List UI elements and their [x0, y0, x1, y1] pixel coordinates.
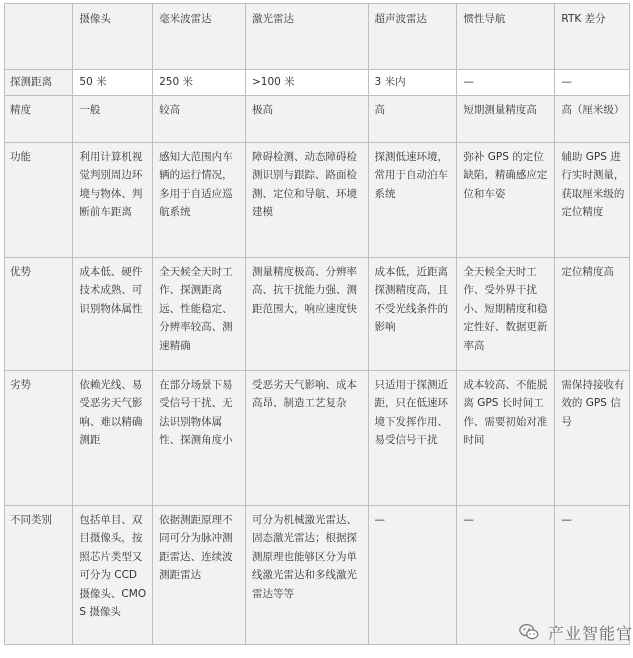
table-cell: 感知大范围内车辆的运行情况，多用于自适应巡航系统: [153, 142, 246, 257]
table-cell: 辅助 GPS 进行实时测量，获取厘米级的定位精度: [555, 142, 630, 257]
table-cell: 包括单目、双目摄像头，按照芯片类型又可分为 CCD 摄像头、CMOS 摄像头: [73, 505, 153, 644]
header-cell-camera: 摄像头: [73, 4, 153, 70]
table-cell: 只适用于探测近距，只在低速环境下发挥作用、易受信号干扰: [368, 370, 457, 505]
table-cell: 弥补 GPS 的定位缺陷，精确感应定位和车姿: [457, 142, 555, 257]
header-cell-ultrasonic-radar: 超声波雷达: [368, 4, 457, 70]
watermark: [518, 616, 633, 648]
table-row: [5, 142, 630, 257]
wechat-icon: [518, 621, 540, 643]
table-cell: 依赖光线、易受恶劣天气影响、难以精确测距: [73, 370, 153, 505]
table-cell: 在部分场景下易受信号干扰、无法识别物体属性、探测角度小: [153, 370, 246, 505]
table-cell: >100 米: [246, 70, 369, 96]
table-cell: 250 米: [153, 70, 246, 96]
table-cell: 高: [368, 95, 457, 142]
table-cell: 定位精度高: [555, 257, 630, 370]
table-cell: 较高: [153, 95, 246, 142]
table-cell: 测量精度极高、分辨率高、抗干扰能力强、测距范围大，响应速度快: [246, 257, 369, 370]
comparison-table: [4, 3, 630, 645]
table-cell: 依据测距原理不同可分为脉冲测距雷达、连续波测距雷达: [153, 505, 246, 644]
table-cell: 3 米内: [368, 70, 457, 96]
table-cell: 成本低，近距离探测精度高，且不受光线条件的影响: [368, 257, 457, 370]
header-cell-inertial-navigation: 惯性导航: [457, 4, 555, 70]
watermark-text: 产业智能官: [548, 623, 633, 643]
table-cell: 可分为机械激光雷达、固态激光雷达；根据探测原理也能够区分为单线激光雷达和多线激光雷达等等: [246, 505, 369, 644]
table-cell: 极高: [246, 95, 369, 142]
table-row: [5, 257, 630, 370]
table-row: [5, 95, 630, 142]
table-row: [5, 70, 630, 96]
row-label: 探测距离: [5, 70, 73, 96]
table-cell: —: [457, 505, 555, 644]
header-cell-rtk: RTK 差分: [555, 4, 630, 70]
table-cell: —: [555, 505, 630, 644]
row-label: 不同类别: [5, 505, 73, 644]
table-cell: 探测低速环境，常用于自动泊车系统: [368, 142, 457, 257]
table-cell: 成本低、硬件技术成熟、可识别物体属性: [73, 257, 153, 370]
table-cell: 利用计算机视觉判别周边环境与物体、判断前车距离: [73, 142, 153, 257]
table-cell: 成本较高、不能脱离 GPS 长时间工作、需要初始对准时间: [457, 370, 555, 505]
table-cell: 高（厘米级）: [555, 95, 630, 142]
row-label: 优势: [5, 257, 73, 370]
row-label: 精度: [5, 95, 73, 142]
row-label: 功能: [5, 142, 73, 257]
table-cell: —: [555, 70, 630, 96]
table-cell: 一般: [73, 95, 153, 142]
table-cell: 全天候全天时工作、受外界干扰小、短期精度和稳定性好、数据更新率高: [457, 257, 555, 370]
table-cell: —: [368, 505, 457, 644]
header-row: [5, 4, 630, 70]
header-cell-corner: [5, 4, 73, 70]
table-cell: 障碍检测、动态障碍检测识别与跟踪、路面检测、定位和导航、环境建模: [246, 142, 369, 257]
table-cell: 短期测量精度高: [457, 95, 555, 142]
table-cell: 50 米: [73, 70, 153, 96]
table-row: [5, 370, 630, 505]
table-cell: 需保持接收有效的 GPS 信号: [555, 370, 630, 505]
table-cell: 全天候全天时工作、探测距离远、性能稳定、分辨率较高、测速精确: [153, 257, 246, 370]
table-cell: 受恶劣天气影响、成本高昂、制造工艺复杂: [246, 370, 369, 505]
row-label: 劣势: [5, 370, 73, 505]
header-cell-mmwave-radar: 毫米波雷达: [153, 4, 246, 70]
header-cell-lidar: 激光雷达: [246, 4, 369, 70]
table-cell: —: [457, 70, 555, 96]
